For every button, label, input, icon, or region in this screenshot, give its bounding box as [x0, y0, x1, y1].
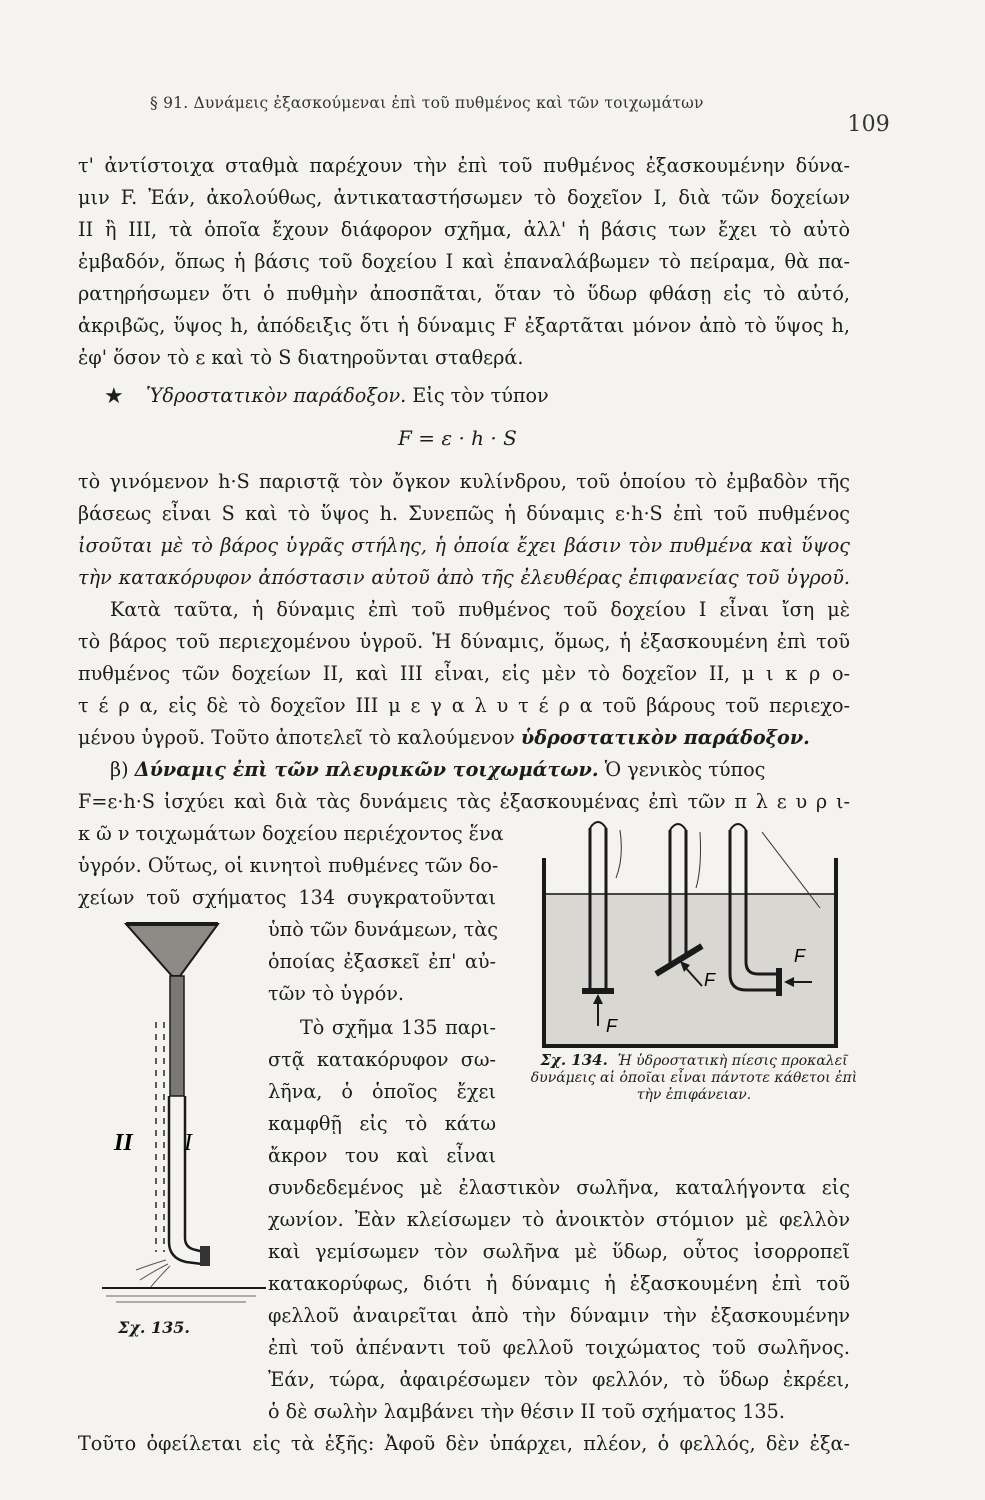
funnel [126, 924, 218, 976]
text-line: ὁ δὲ σωλὴν λαμβάνει τὴν θέσιν II τοῦ σχήματος 135. [268, 1400, 785, 1423]
text-line: ἐφ' ὅσον τὸ ε καὶ τὸ S διατηροῦνται σταθερά. [78, 346, 524, 369]
paradox-heading [146, 380, 549, 412]
text-line: ἰσοῦται μὲ τὸ βάρος ὑγρᾶς στήλης, ἡ ὁποία ἔχει βάσιν τὸν πυθμένα καὶ ὕψος [78, 534, 850, 557]
text-line: Κατὰ ταῦτα, ἡ δύναμις ἐπὶ τοῦ πυθμένος τοῦ δοχείου I εἶναι ἴση μὲ [110, 598, 850, 621]
text-line: καμφθῇ εἰς τὸ κάτω [268, 1112, 496, 1135]
paradox-intro: Εἰς τὸν τύπον [406, 384, 549, 407]
text-line: Τοῦτο ὀφείλεται εἰς τὰ ἑξῆς: Ἀφοῦ δὲν ὑπάρχει, πλέον, ὁ φελλός, δὲν ἐξα- [78, 1432, 850, 1455]
hydrostatic-paradox-term: ὑδροστατικὸν παράδοξον. [520, 726, 810, 749]
text-line: Τὸ σχῆμα 135 παρι- [300, 1016, 496, 1039]
formula: F = ε · h · S [398, 426, 517, 450]
tube-1-top [590, 822, 606, 828]
cork [200, 1246, 210, 1266]
text-line: χείων τοῦ σχήματος 134 συγκρατοῦνται [78, 886, 496, 909]
text-span: μένου ὑγροῦ. Τοῦτο ἀποτελεῖ τὸ καλούμενον [78, 726, 515, 749]
text-line: φελλοῦ ἀναιρεῖται ἀπὸ τὴν δύναμιν τὴν ἐξασκουμένην [268, 1304, 850, 1327]
running-header [150, 94, 890, 137]
water-fill [544, 894, 836, 1044]
text-line: II ἢ III, τὰ ὁποῖα ἔχουν διάφορον σχῆμα, ἀλλ' ἡ βάσις των ἔχει τὸ αὐτὸ [78, 218, 850, 241]
text-line [78, 722, 810, 754]
page-number: 109 [847, 112, 890, 137]
text-line: λῆνα, ὁ ὁποῖος ἔχει [268, 1080, 496, 1103]
text-line: ὁποίας ἐξασκεῖ ἐπ' αὐ- [268, 950, 496, 973]
text-line: ὑγρόν. Οὕτως, οἱ κινητοὶ πυθμένες τῶν δο- [78, 854, 499, 877]
figure-134-caption [524, 1052, 864, 1104]
text-line: μιν F. Ἐάν, ἀκολούθως, ἀντικαταστήσωμεν τὸ δοχεῖον I, διὰ τῶν δοχείων [78, 186, 850, 209]
basin-lines [106, 1296, 256, 1302]
text-line: τὸ βάρος τοῦ περιεχομένου ὑγροῦ. Ἡ δύναμις, ὅμως, ἡ ἐξασκουμένη ἐπὶ τοῦ [78, 630, 850, 653]
subsection-label: β) [110, 758, 129, 781]
figure-134-vessel [520, 818, 860, 1050]
text-line: καὶ γεμίσωμεν τὸν σωλῆνα μὲ ὕδωρ, οὗτος ἰσορροπεῖ [268, 1240, 850, 1263]
tube-2-top [670, 824, 686, 830]
tube-label-i: I [184, 1130, 192, 1156]
tube-1-plate [582, 988, 614, 994]
text-line: ρατηρήσωμεν ὅτι ὁ πυθμὴν ἀποσπᾶται, ὅταν τὸ ὕδωρ φθάσῃ εἰς τὸ αὐτό, [78, 282, 850, 305]
force-label-1: F [606, 1016, 617, 1036]
text-line: τῶν τὸ ὑγρόν. [268, 982, 405, 1005]
rubber-tube [170, 976, 184, 1096]
water-jet [136, 1260, 170, 1288]
figure-134-label: Σχ. 134. [540, 1051, 608, 1069]
tube-label-ii: II [114, 1130, 133, 1156]
section-title: § 91. Δυνάμεις ἐξασκούμεναι ἐπὶ τοῦ πυθμένος καὶ τῶν τοιχωμάτων [150, 94, 704, 112]
tube-3-plate [776, 968, 782, 996]
force-label-2: F [704, 970, 715, 990]
text-line: τ' ἀντίστοιχα σταθμὰ παρέχουν τὴν ἐπὶ τοῦ πυθμένος ἐξασκουμένην δύνα- [78, 154, 850, 177]
text-line: τὴν κατακόρυφον ἀπόστασιν αὐτοῦ ἀπὸ τῆς ἐλευθέρας ἐπιφανείας τοῦ ὑγροῦ. [78, 566, 850, 589]
subsection-heading [110, 754, 765, 786]
subsection-title: Δύναμις ἐπὶ τῶν πλευρικῶν τοιχωμάτων. [134, 758, 599, 781]
text-line: τ έ ρ α, εἰς δὲ τὸ δοχεῖον III μ ε γ α λ υ τ έ ρ α τοῦ βάρους τοῦ περιεχο- [78, 694, 850, 717]
text-line: στᾷ κατακόρυφον σω- [268, 1048, 496, 1071]
text-line: F=ε·h·S ἰσχύει καὶ διὰ τὰς δυνάμεις τὰς ἐξασκουμένας ἐπὶ τῶν π λ ε υ ρ ι- [78, 790, 850, 813]
text-line: ἀκριβῶς, ὕψος h, ἀπόδειξις ὅτι ἡ δύναμις F ἐξαρτᾶται μόνον ἀπὸ τὸ ὕψος h, [78, 314, 850, 337]
text-line: κατακορύφως, διότι ἡ δύναμις ἡ ἐξασκουμένη ἐπὶ τοῦ [268, 1272, 850, 1295]
text-line: ἄκρον του καὶ εἶναι [268, 1144, 496, 1167]
text-line: Ἐάν, τώρα, ἀφαιρέσωμεν τὸν φελλόν, τὸ ὕδωρ ἐκρέει, [268, 1368, 850, 1391]
text-line: ἐπὶ τοῦ ἀπέναντι τοῦ φελλοῦ τοιχώματος τοῦ σωλῆνος. [268, 1336, 850, 1359]
force-label-3: F [794, 946, 805, 966]
text-line: χωνίον. Ἐὰν κλείσωμεν τὸ ἀνοικτὸν στόμιον μὲ φελλὸν [268, 1208, 850, 1231]
text-line: ἐμβαδόν, ὅπως ἡ βάσις τοῦ δοχείου I καὶ ἐπαναλάβωμεν τὸ πείραμα, θὰ πα- [78, 250, 850, 273]
text-line: κ ῶ ν τοιχωμάτων δοχείου περιέχοντος ἕνα [78, 822, 504, 845]
text-line: ὑπὸ τῶν δυνάμεων, τὰς [268, 918, 499, 941]
figure-135-label: Σχ. 135. [118, 1318, 190, 1337]
text-line: τὸ γινόμενον h·S παριστᾷ τὸν ὄγκον κυλίνδρου, τοῦ ὁποίου τὸ ἐμβαδὸν τῆς [78, 470, 850, 493]
paradox-title: Ὑδροστατικὸν παράδοξον. [146, 384, 407, 407]
star-marker: ★ [104, 384, 124, 409]
figure-135-tube [96, 912, 276, 1312]
text-line: πυθμένος τῶν δοχείων II, καὶ III εἶναι, εἰς μὲν τὸ δοχεῖον II, μ ι κ ρ ο- [78, 662, 850, 685]
text-span: Ὁ γενικὸς τύπος [598, 758, 766, 781]
text-line: συνδεδεμένος μὲ ἐλαστικὸν σωλῆνα, καταλήγοντα εἰς [268, 1176, 850, 1199]
figure-134-text: Ἡ ὑδροστατικὴ πίεσις προκαλεῖ δυνάμεις αἱ ὁποῖαι εἶναι πάντοτε κάθετοι ἐπὶ τὴν ἐπιφάνειαν. [530, 1053, 858, 1103]
tube-3-top [730, 824, 746, 830]
text-line: βάσεως εἶναι S καὶ τὸ ὕψος h. Συνεπῶς ἡ δύναμις ε·h·S ἐπὶ τοῦ πυθμένος [78, 502, 850, 525]
glass-tube-inner [185, 1096, 204, 1252]
